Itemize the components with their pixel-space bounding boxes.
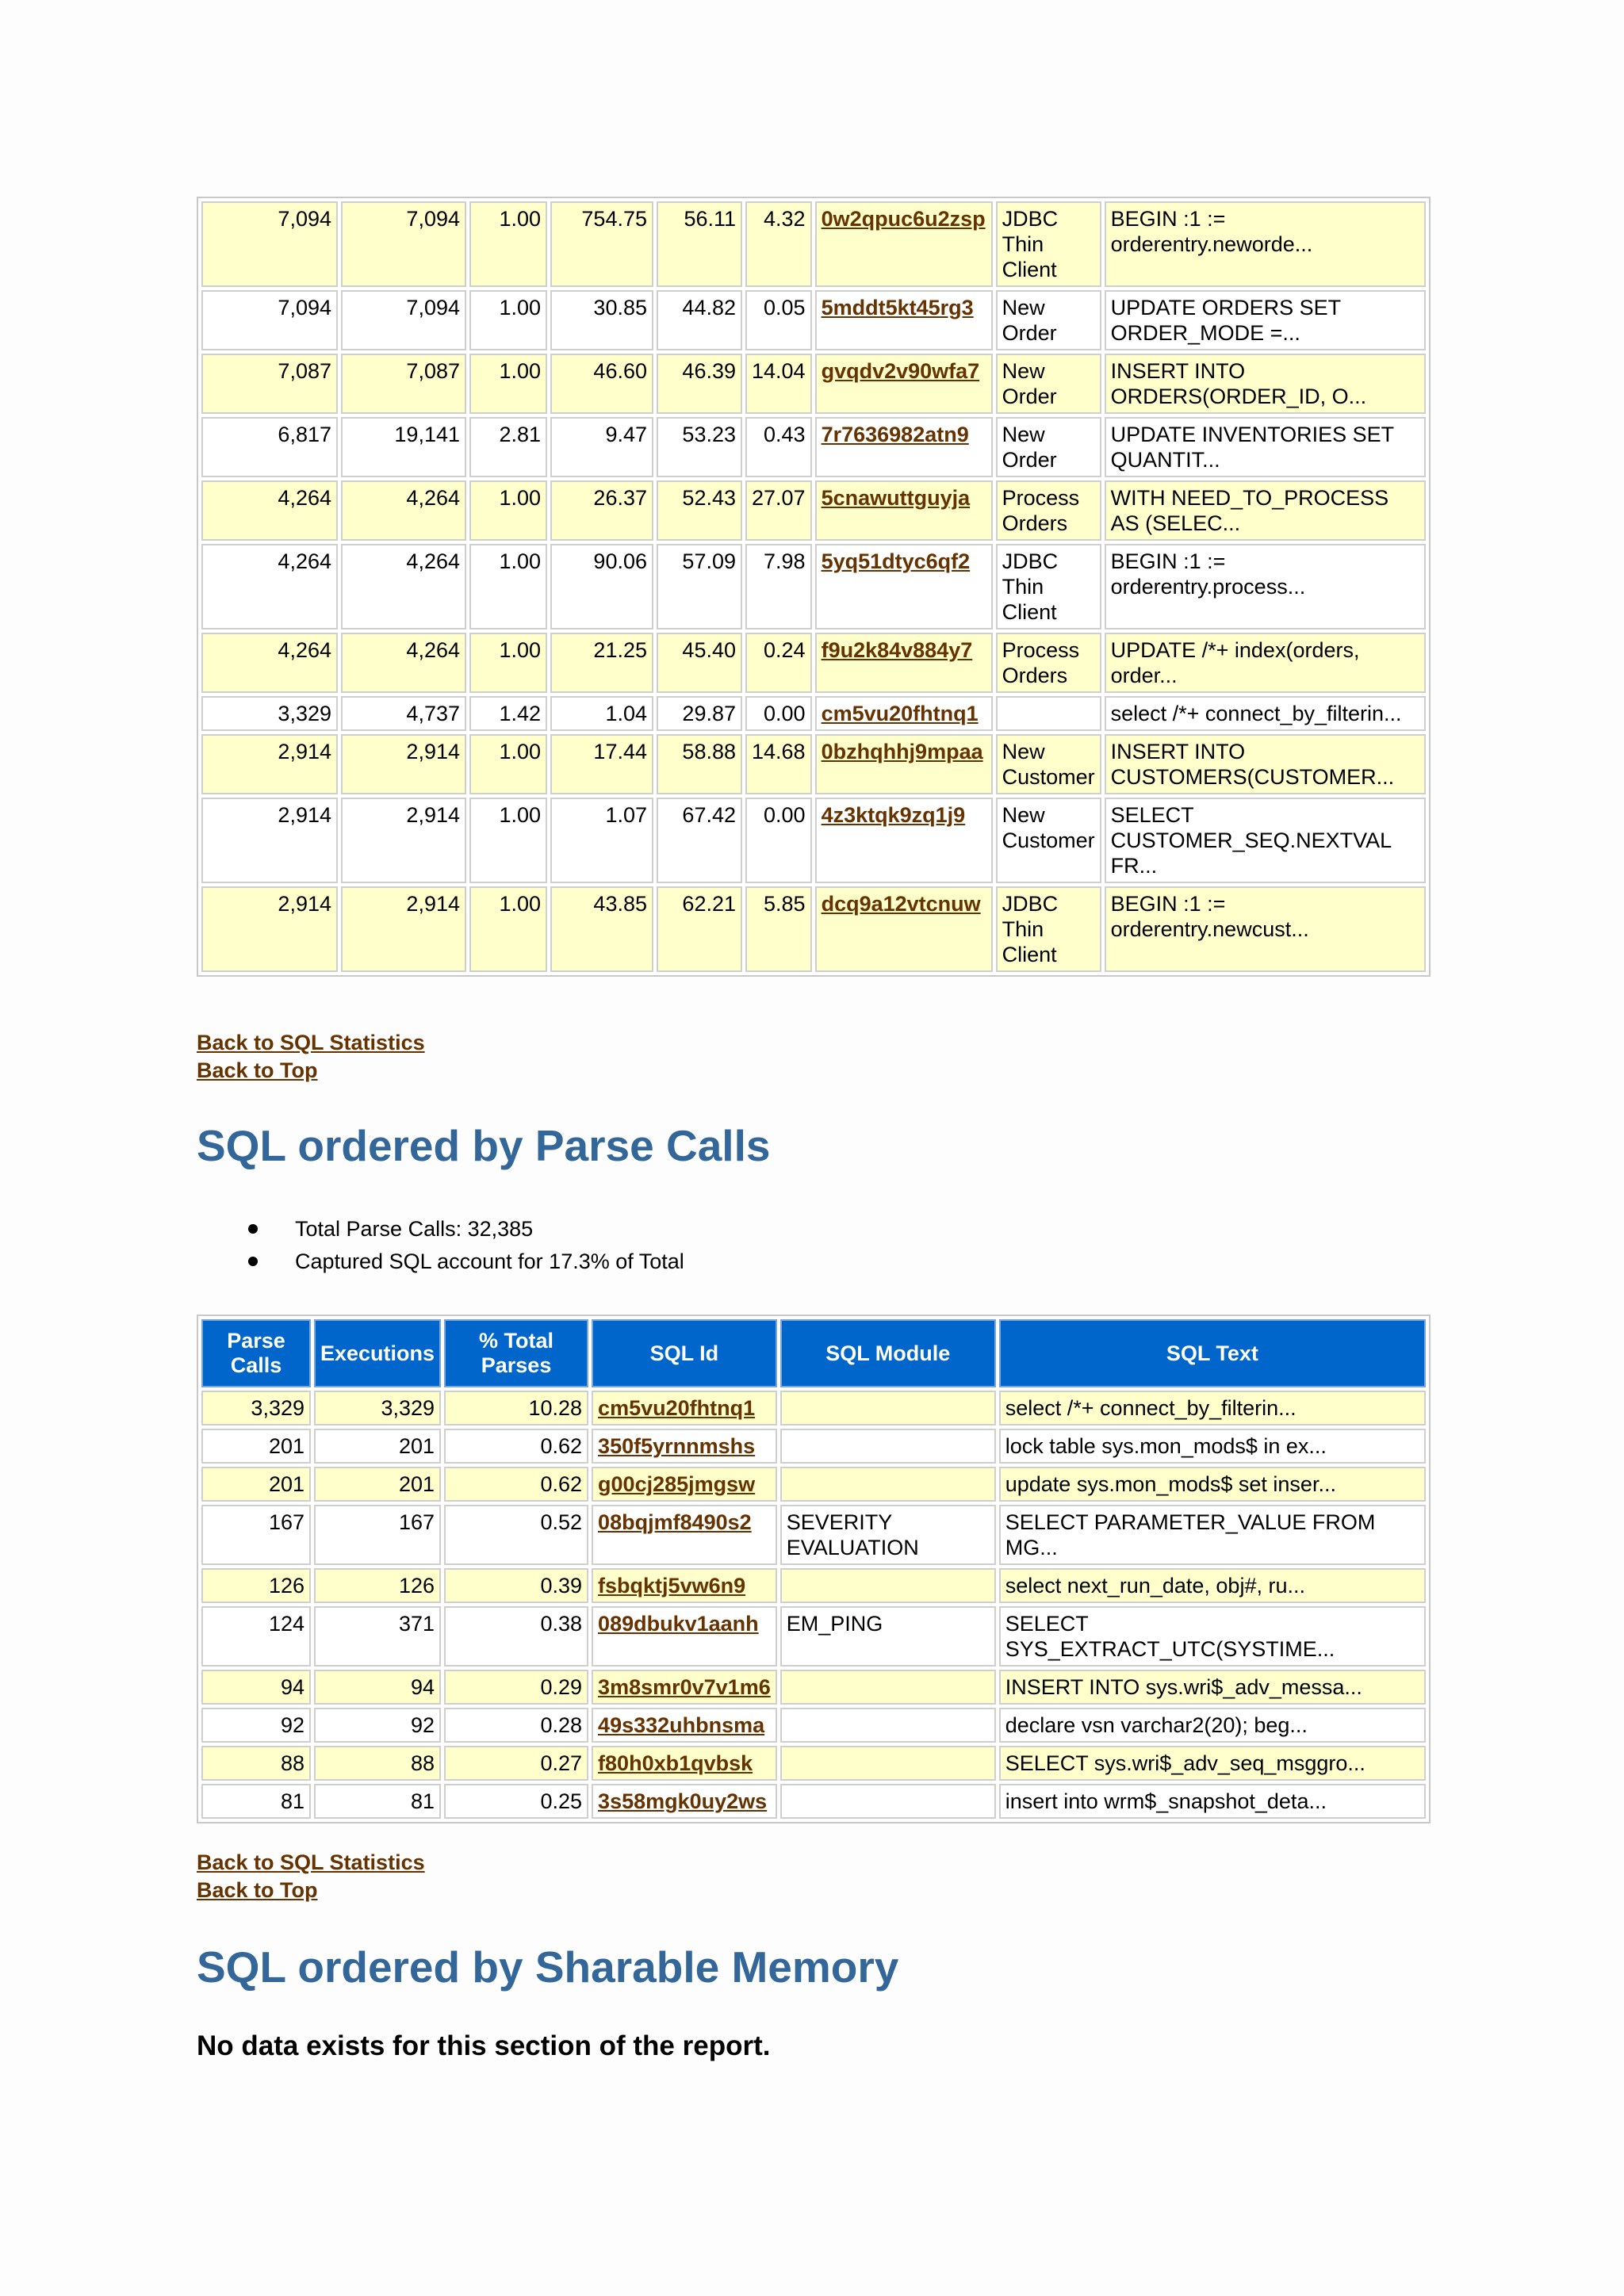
sql-id-link[interactable]: g00cj285jmgsw bbox=[598, 1472, 756, 1496]
cell-col1: 3,329 bbox=[201, 696, 338, 731]
col-header-sql-id: SQL Id bbox=[592, 1319, 777, 1387]
sql-stats-table-continued bbox=[197, 197, 1431, 977]
cell-col6: 4.32 bbox=[745, 201, 812, 287]
cell-pct-total-parses: 0.27 bbox=[444, 1746, 588, 1781]
cell-parse-calls: 88 bbox=[201, 1746, 311, 1781]
cell-sql-module: New Customer bbox=[996, 734, 1101, 794]
cell-col5: 57.09 bbox=[657, 544, 742, 629]
cell-col5: 62.21 bbox=[657, 886, 742, 972]
cell-pct-total-parses: 10.28 bbox=[444, 1391, 588, 1425]
cell-col4: 754.75 bbox=[550, 201, 653, 287]
cell-sql-id bbox=[815, 734, 993, 794]
cell-sql-text: insert into wrm$_snapshot_deta... bbox=[999, 1784, 1426, 1819]
cell-col6: 0.43 bbox=[745, 417, 812, 477]
cell-pct-total-parses: 0.62 bbox=[444, 1429, 588, 1464]
cell-col5: 29.87 bbox=[657, 696, 742, 731]
sql-id-link[interactable]: 089dbukv1aanh bbox=[598, 1612, 759, 1636]
sql-id-link[interactable]: dcq9a12vtcnuw bbox=[821, 892, 981, 916]
cell-col2: 4,264 bbox=[341, 544, 466, 629]
cell-col1: 2,914 bbox=[201, 886, 338, 972]
cell-col6: 5.85 bbox=[745, 886, 812, 972]
cell-sql-module: Process Orders bbox=[996, 633, 1101, 693]
cell-sql-module bbox=[780, 1429, 996, 1464]
cell-executions: 371 bbox=[314, 1606, 441, 1667]
cell-executions: 201 bbox=[314, 1467, 441, 1502]
table-row bbox=[201, 1429, 1426, 1464]
cell-sql-module: JDBC Thin Client bbox=[996, 544, 1101, 629]
cell-sql-text: UPDATE /*+ index(orders, order... bbox=[1105, 633, 1426, 693]
table-row bbox=[201, 417, 1426, 477]
section-title-sharable-memory: SQL ordered by Sharable Memory bbox=[197, 1942, 899, 1992]
cell-sql-id bbox=[815, 798, 993, 883]
cell-col3: 1.00 bbox=[469, 886, 547, 972]
cell-col2: 2,914 bbox=[341, 734, 466, 794]
cell-parse-calls: 124 bbox=[201, 1606, 311, 1667]
cell-col4: 26.37 bbox=[550, 480, 653, 541]
cell-sql-module: New Order bbox=[996, 290, 1101, 350]
cell-col4: 43.85 bbox=[550, 886, 653, 972]
cell-sql-id bbox=[815, 354, 993, 414]
table-row bbox=[201, 696, 1426, 731]
no-data-message: No data exists for this section of the report. bbox=[197, 2030, 771, 2061]
cell-col4: 21.25 bbox=[550, 633, 653, 693]
table-header-row bbox=[201, 1319, 1426, 1387]
sql-id-link[interactable]: gvqdv2v90wfa7 bbox=[821, 359, 980, 383]
cell-parse-calls: 81 bbox=[201, 1784, 311, 1819]
cell-sql-id bbox=[592, 1708, 777, 1743]
table-row bbox=[201, 1746, 1426, 1781]
section-title-parse-calls: SQL ordered by Parse Calls bbox=[197, 1121, 771, 1170]
cell-sql-text: WITH NEED_TO_PROCESS AS (SELEC... bbox=[1105, 480, 1426, 541]
sql-id-link[interactable]: fsbqktj5vw6n9 bbox=[598, 1574, 746, 1598]
cell-executions: 92 bbox=[314, 1708, 441, 1743]
table-row bbox=[201, 201, 1426, 287]
cell-col5: 45.40 bbox=[657, 633, 742, 693]
table-row bbox=[201, 544, 1426, 629]
sql-id-link[interactable]: 49s332uhbnsma bbox=[598, 1713, 765, 1737]
table-row bbox=[201, 886, 1426, 972]
cell-sql-module bbox=[780, 1568, 996, 1603]
cell-sql-id bbox=[815, 480, 993, 541]
parse-calls-table bbox=[197, 1314, 1431, 1823]
cell-pct-total-parses: 0.28 bbox=[444, 1708, 588, 1743]
cell-sql-text: UPDATE INVENTORIES SET QUANTIT... bbox=[1105, 417, 1426, 477]
col-header-parse-calls: Parse Calls bbox=[201, 1319, 311, 1387]
cell-sql-id bbox=[815, 696, 993, 731]
cell-sql-module bbox=[780, 1784, 996, 1819]
cell-col1: 7,094 bbox=[201, 290, 338, 350]
cell-col3: 1.00 bbox=[469, 544, 547, 629]
cell-parse-calls: 94 bbox=[201, 1670, 311, 1705]
cell-col2: 4,264 bbox=[341, 480, 466, 541]
cell-col2: 2,914 bbox=[341, 798, 466, 883]
back-to-sql-statistics-link[interactable]: Back to SQL Statistics bbox=[197, 1850, 425, 1874]
cell-sql-id bbox=[592, 1467, 777, 1502]
cell-sql-module: Process Orders bbox=[996, 480, 1101, 541]
cell-sql-text: declare vsn varchar2(20); beg... bbox=[999, 1708, 1426, 1743]
cell-pct-total-parses: 0.29 bbox=[444, 1670, 588, 1705]
cell-col6: 0.05 bbox=[745, 290, 812, 350]
cell-sql-text: select next_run_date, obj#, ru... bbox=[999, 1568, 1426, 1603]
cell-sql-module bbox=[780, 1391, 996, 1425]
col-header-pct-total-parses: % Total Parses bbox=[444, 1319, 588, 1387]
cell-col1: 2,914 bbox=[201, 734, 338, 794]
table-row bbox=[201, 1467, 1426, 1502]
col-header-sql-text: SQL Text bbox=[999, 1319, 1426, 1387]
cell-executions: 81 bbox=[314, 1784, 441, 1819]
cell-sql-module: New Order bbox=[996, 354, 1101, 414]
cell-col1: 4,264 bbox=[201, 633, 338, 693]
sql-id-link[interactable]: 4z3ktqk9zq1j9 bbox=[821, 803, 966, 827]
cell-sql-id bbox=[815, 201, 993, 287]
cell-sql-module bbox=[780, 1670, 996, 1705]
cell-col3: 1.00 bbox=[469, 354, 547, 414]
table-body bbox=[201, 201, 1426, 972]
parse-calls-summary-list bbox=[242, 1213, 684, 1278]
cell-sql-text: update sys.mon_mods$ set inser... bbox=[999, 1467, 1426, 1502]
cell-parse-calls: 201 bbox=[201, 1429, 311, 1464]
table-body bbox=[201, 1391, 1426, 1819]
cell-col4: 30.85 bbox=[550, 290, 653, 350]
bullet-icon bbox=[248, 1224, 258, 1234]
sql-id-link[interactable]: f9u2k84v884y7 bbox=[821, 638, 973, 662]
sql-id-link[interactable]: f80h0xb1qvbsk bbox=[598, 1751, 753, 1775]
table-row bbox=[201, 290, 1426, 350]
table-row bbox=[201, 1606, 1426, 1667]
cell-col1: 2,914 bbox=[201, 798, 338, 883]
sql-id-link[interactable]: 7r7636982atn9 bbox=[821, 423, 969, 446]
cell-sql-id bbox=[815, 633, 993, 693]
cell-col1: 4,264 bbox=[201, 480, 338, 541]
cell-sql-text: SELECT SYS_EXTRACT_UTC(SYSTIME... bbox=[999, 1606, 1426, 1667]
cell-sql-id bbox=[592, 1746, 777, 1781]
cell-col3: 1.00 bbox=[469, 480, 547, 541]
sql-id-link[interactable]: 350f5yrnnmshs bbox=[598, 1434, 756, 1458]
cell-sql-module: New Customer bbox=[996, 798, 1101, 883]
cell-col6: 27.07 bbox=[745, 480, 812, 541]
sql-id-link[interactable]: 3s58mgk0uy2ws bbox=[598, 1789, 768, 1813]
cell-col2: 7,094 bbox=[341, 201, 466, 287]
cell-col2: 19,141 bbox=[341, 417, 466, 477]
cell-parse-calls: 201 bbox=[201, 1467, 311, 1502]
table-row bbox=[201, 734, 1426, 794]
cell-sql-id bbox=[592, 1784, 777, 1819]
sql-id-link[interactable]: 3m8smr0v7v1m6 bbox=[598, 1675, 771, 1699]
cell-sql-module bbox=[780, 1708, 996, 1743]
cell-col5: 46.39 bbox=[657, 354, 742, 414]
cell-col5: 58.88 bbox=[657, 734, 742, 794]
cell-col1: 7,094 bbox=[201, 201, 338, 287]
cell-col3: 2.81 bbox=[469, 417, 547, 477]
cell-sql-text: select /*+ connect_by_filterin... bbox=[999, 1391, 1426, 1425]
sql-id-link[interactable]: 08bqjmf8490s2 bbox=[598, 1510, 752, 1534]
cell-sql-id bbox=[592, 1429, 777, 1464]
cell-col5: 52.43 bbox=[657, 480, 742, 541]
cell-executions: 88 bbox=[314, 1746, 441, 1781]
back-to-sql-statistics-link[interactable]: Back to SQL Statistics bbox=[197, 1031, 425, 1054]
cell-col2: 4,264 bbox=[341, 633, 466, 693]
cell-col3: 1.42 bbox=[469, 696, 547, 731]
cell-col4: 17.44 bbox=[550, 734, 653, 794]
cell-col6: 7.98 bbox=[745, 544, 812, 629]
cell-col4: 1.07 bbox=[550, 798, 653, 883]
list-item bbox=[242, 1246, 684, 1278]
nav-links bbox=[197, 1849, 425, 1904]
cell-col3: 1.00 bbox=[469, 290, 547, 350]
sql-id-link[interactable]: cm5vu20fhtnq1 bbox=[821, 702, 979, 725]
cell-executions: 201 bbox=[314, 1429, 441, 1464]
cell-sql-id bbox=[592, 1391, 777, 1425]
cell-sql-id bbox=[815, 417, 993, 477]
table-row bbox=[201, 354, 1426, 414]
cell-col3: 1.00 bbox=[469, 798, 547, 883]
cell-sql-id bbox=[815, 544, 993, 629]
cell-col4: 90.06 bbox=[550, 544, 653, 629]
cell-col6: 14.68 bbox=[745, 734, 812, 794]
cell-col2: 7,087 bbox=[341, 354, 466, 414]
cell-sql-text: BEGIN :1 := orderentry.neworde... bbox=[1105, 201, 1426, 287]
cell-sql-id bbox=[592, 1568, 777, 1603]
nav-links bbox=[197, 1029, 425, 1085]
bullet-text: Captured SQL account for 17.3% of Total bbox=[295, 1249, 684, 1273]
bullet-icon bbox=[248, 1257, 258, 1266]
sql-id-link[interactable]: 5mddt5kt45rg3 bbox=[821, 296, 974, 320]
cell-sql-module bbox=[780, 1467, 996, 1502]
table-row bbox=[201, 1568, 1426, 1603]
cell-sql-module: JDBC Thin Client bbox=[996, 201, 1101, 287]
cell-col5: 67.42 bbox=[657, 798, 742, 883]
table-row bbox=[201, 1391, 1426, 1425]
cell-col6: 14.04 bbox=[745, 354, 812, 414]
cell-col5: 56.11 bbox=[657, 201, 742, 287]
cell-sql-module: SEVERITY EVALUATION bbox=[780, 1505, 996, 1565]
cell-col4: 9.47 bbox=[550, 417, 653, 477]
cell-executions: 94 bbox=[314, 1670, 441, 1705]
table-row bbox=[201, 480, 1426, 541]
cell-executions: 126 bbox=[314, 1568, 441, 1603]
cell-sql-id bbox=[592, 1505, 777, 1565]
cell-col6: 0.24 bbox=[745, 633, 812, 693]
cell-sql-id bbox=[815, 290, 993, 350]
cell-col4: 46.60 bbox=[550, 354, 653, 414]
cell-sql-text: BEGIN :1 := orderentry.process... bbox=[1105, 544, 1426, 629]
cell-col1: 6,817 bbox=[201, 417, 338, 477]
cell-col3: 1.00 bbox=[469, 633, 547, 693]
back-to-top-link[interactable]: Back to Top bbox=[197, 1058, 318, 1082]
table-row bbox=[201, 1505, 1426, 1565]
table-row bbox=[201, 633, 1426, 693]
cell-col1: 7,087 bbox=[201, 354, 338, 414]
cell-col5: 53.23 bbox=[657, 417, 742, 477]
cell-sql-text: SELECT sys.wri$_adv_seq_msggro... bbox=[999, 1746, 1426, 1781]
cell-pct-total-parses: 0.62 bbox=[444, 1467, 588, 1502]
cell-parse-calls: 3,329 bbox=[201, 1391, 311, 1425]
cell-pct-total-parses: 0.52 bbox=[444, 1505, 588, 1565]
table-row bbox=[201, 798, 1426, 883]
sql-id-link[interactable]: 0w2qpuc6u2zsp bbox=[821, 207, 986, 231]
cell-sql-module bbox=[996, 696, 1101, 731]
cell-sql-text: INSERT INTO CUSTOMERS(CUSTOMER... bbox=[1105, 734, 1426, 794]
cell-pct-total-parses: 0.38 bbox=[444, 1606, 588, 1667]
cell-sql-text: INSERT INTO ORDERS(ORDER_ID, O... bbox=[1105, 354, 1426, 414]
cell-col5: 44.82 bbox=[657, 290, 742, 350]
cell-col6: 0.00 bbox=[745, 696, 812, 731]
cell-col2: 2,914 bbox=[341, 886, 466, 972]
cell-sql-text: select /*+ connect_by_filterin... bbox=[1105, 696, 1426, 731]
table-row bbox=[201, 1670, 1426, 1705]
cell-col2: 7,094 bbox=[341, 290, 466, 350]
cell-sql-text: SELECT CUSTOMER_SEQ.NEXTVAL FR... bbox=[1105, 798, 1426, 883]
cell-pct-total-parses: 0.39 bbox=[444, 1568, 588, 1603]
table-row bbox=[201, 1708, 1426, 1743]
cell-sql-module: EM_PING bbox=[780, 1606, 996, 1667]
cell-col2: 4,737 bbox=[341, 696, 466, 731]
cell-parse-calls: 92 bbox=[201, 1708, 311, 1743]
cell-sql-text: lock table sys.mon_mods$ in ex... bbox=[999, 1429, 1426, 1464]
cell-parse-calls: 126 bbox=[201, 1568, 311, 1603]
list-item bbox=[242, 1213, 684, 1246]
cell-executions: 167 bbox=[314, 1505, 441, 1565]
cell-col3: 1.00 bbox=[469, 201, 547, 287]
bullet-text: Total Parse Calls: 32,385 bbox=[295, 1217, 534, 1241]
cell-col6: 0.00 bbox=[745, 798, 812, 883]
cell-col1: 4,264 bbox=[201, 544, 338, 629]
cell-sql-text: INSERT INTO sys.wri$_adv_messa... bbox=[999, 1670, 1426, 1705]
sql-id-link[interactable]: 5cnawuttguyja bbox=[821, 486, 971, 510]
cell-sql-text: BEGIN :1 := orderentry.newcust... bbox=[1105, 886, 1426, 972]
cell-pct-total-parses: 0.25 bbox=[444, 1784, 588, 1819]
cell-sql-id bbox=[592, 1670, 777, 1705]
cell-sql-id bbox=[815, 886, 993, 972]
cell-sql-module: New Order bbox=[996, 417, 1101, 477]
cell-sql-text: UPDATE ORDERS SET ORDER_MODE =... bbox=[1105, 290, 1426, 350]
cell-executions: 3,329 bbox=[314, 1391, 441, 1425]
cell-col3: 1.00 bbox=[469, 734, 547, 794]
cell-sql-module bbox=[780, 1746, 996, 1781]
sql-id-link[interactable]: cm5vu20fhtnq1 bbox=[598, 1396, 756, 1420]
col-header-sql-module: SQL Module bbox=[780, 1319, 996, 1387]
table-row bbox=[201, 1784, 1426, 1819]
cell-sql-module: JDBC Thin Client bbox=[996, 886, 1101, 972]
col-header-executions: Executions bbox=[314, 1319, 441, 1387]
cell-parse-calls: 167 bbox=[201, 1505, 311, 1565]
back-to-top-link[interactable]: Back to Top bbox=[197, 1878, 318, 1902]
sql-id-link[interactable]: 0bzhqhhj9mpaa bbox=[821, 740, 983, 763]
cell-sql-text: SELECT PARAMETER_VALUE FROM MG... bbox=[999, 1505, 1426, 1565]
sql-id-link[interactable]: 5yq51dtyc6qf2 bbox=[821, 549, 971, 573]
cell-sql-id bbox=[592, 1606, 777, 1667]
cell-col4: 1.04 bbox=[550, 696, 653, 731]
